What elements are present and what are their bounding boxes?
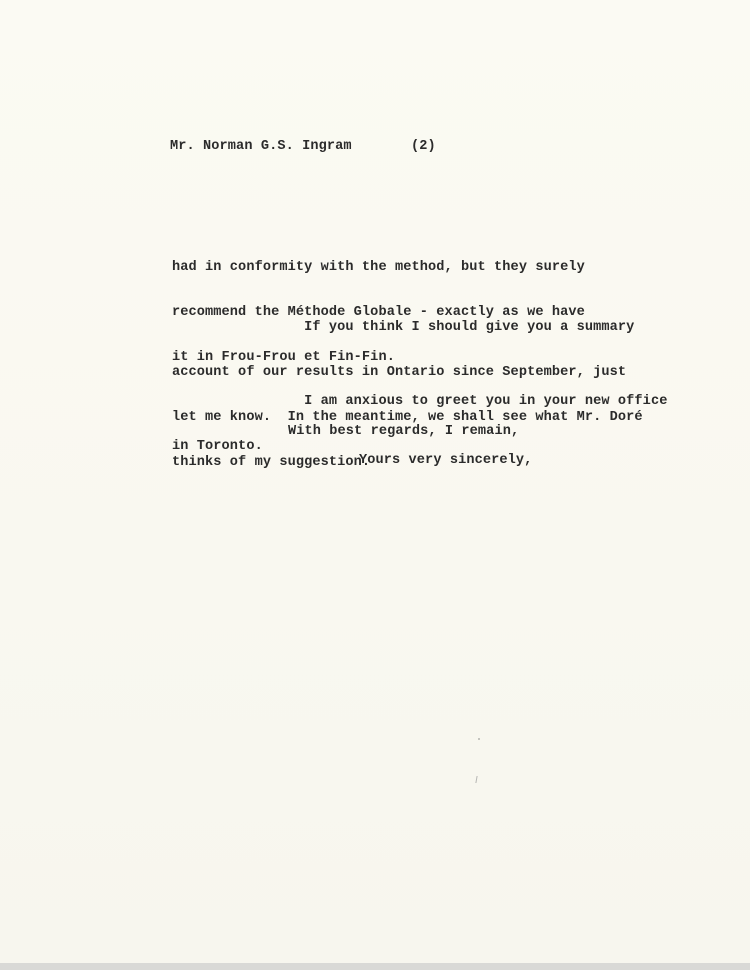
recipient-heading: Mr. Norman G.S. Ingram <box>170 139 352 154</box>
paragraph-line: in Toronto. <box>172 439 263 454</box>
paragraph-line: had in conformity with the method, but they surely <box>172 260 585 275</box>
paragraph-line: account of our results in Ontario since September, just <box>172 365 627 380</box>
paragraph-line: recommend the Méthode Globale - exactly as we have <box>172 305 585 320</box>
page-number: (2) <box>411 139 436 154</box>
paper-mark <box>475 776 479 783</box>
paragraph-line: If you think I should give you a summary <box>172 320 635 335</box>
paragraph-line: I am anxious to greet you in your new office <box>172 394 668 409</box>
paper-speck <box>478 738 480 740</box>
paragraph-line: let me know. In the meantime, we shall see what Mr. Doré <box>172 410 643 425</box>
paragraph-line: thinks of my suggestion. <box>172 455 371 470</box>
signoff-line: Yours very sincerely, <box>359 453 533 468</box>
paragraph-line: it in Frou-Frou et Fin-Fin. <box>172 350 395 365</box>
scan-bottom-edge <box>0 963 750 970</box>
closing-line: With best regards, I remain, <box>288 424 520 439</box>
